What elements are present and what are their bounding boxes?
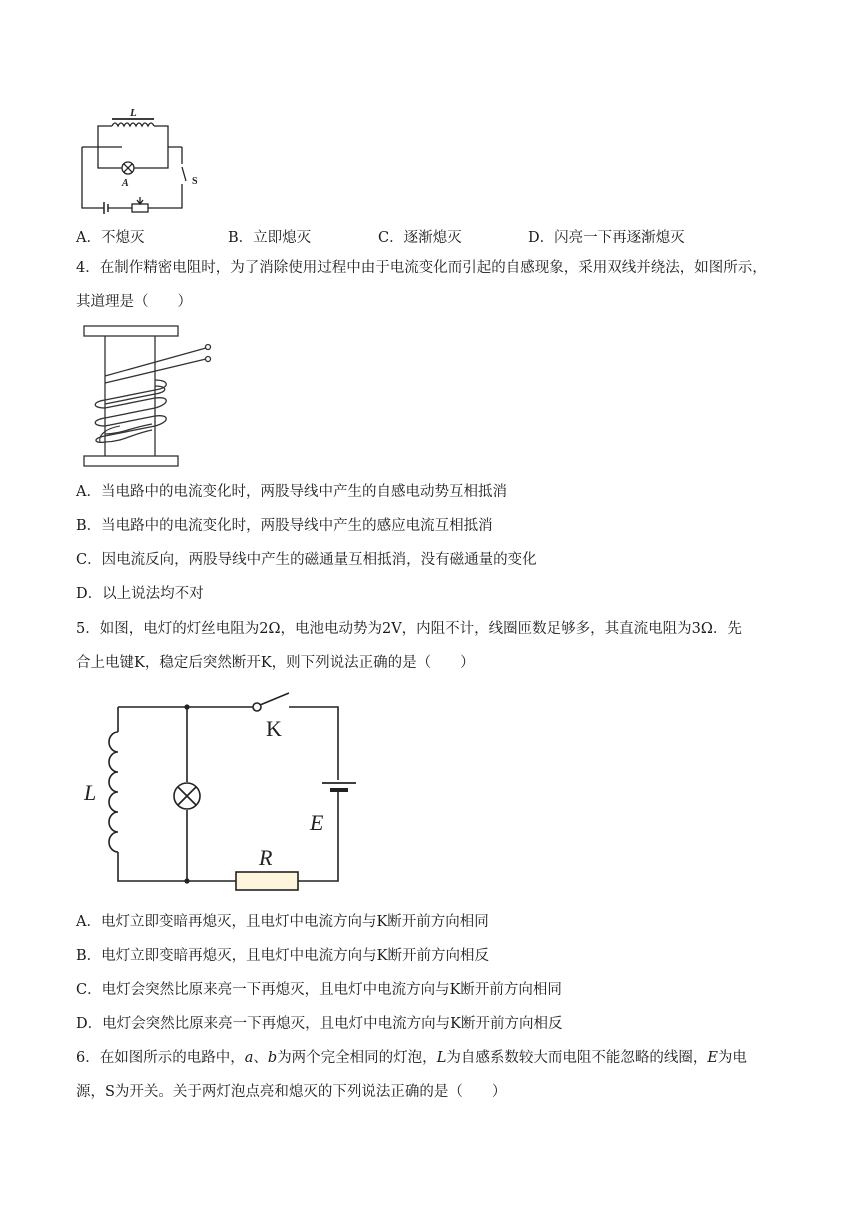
q5-switch-label: K [266,716,282,741]
q5-resistor-label: R [259,845,273,870]
q3-option-d[interactable]: D．闪亮一下再逐渐熄灭 [528,230,685,246]
q4-option-d[interactable]: D．以上说法均不对 [76,586,204,602]
q6-stem-line1 [76,1048,747,1068]
q5-option-a[interactable]: A．电灯立即变暗再熄灭，且电灯中电流方向与K断开前方向相同 [76,914,489,930]
q5-resistor-icon [236,872,298,890]
q6-stem-line2: 源，S为开关。关于两灯泡点亮和熄灭的下列说法正确的是（ ） [76,1084,507,1100]
q6-stem-part4: 为自感系数较大而电阻不能忽略的线圈， [446,1050,708,1066]
q4-stem-line1: 4．在制作精密电阻时，为了消除使用过程中由于电流变化而引起的自感现象，采用双线并绕法，如图所示， [76,260,767,276]
q5-option-d[interactable]: D．电灯会突然比原来亮一下再熄灭，且电灯中电流方向与K断开前方向相反 [76,1016,563,1032]
q6-var-b: b [267,1050,278,1066]
q5-switch-icon [260,693,289,705]
q6-stem-part5: 为电 [717,1050,747,1066]
q4-option-b[interactable]: B．当电路中的电流变化时，两股导线中产生的感应电流互相抵消 [76,518,493,534]
q3-battery-icon [104,202,108,214]
q6-stem-part3: 为两个完全相同的灯泡， [277,1050,437,1066]
q5-inductor-coil [109,732,118,852]
q3-option-b[interactable]: B．立即熄灭 [228,230,312,246]
q5-option-b[interactable]: B．电灯立即变暗再熄灭，且电灯中电流方向与K断开前方向相反 [76,948,489,964]
q3-inductor-label: L [130,107,137,119]
q3-circuit-figure [74,104,198,214]
q5-inductor-label: L [84,780,97,805]
q3-switch-label: S [192,176,198,187]
q6-stem-part2: 、 [253,1050,268,1066]
q3-option-a[interactable]: A．不熄灭 [76,230,145,246]
q4-option-c[interactable]: C．因电流反向，两股导线中产生的磁通量互相抵消，没有磁通量的变化 [76,552,537,568]
q3-option-c[interactable]: C．逐渐熄灭 [378,230,462,246]
q3-inductor-coil [112,123,154,126]
q6-stem-part1: 6．在如图所示的电路中， [76,1050,245,1066]
q5-circuit-figure [78,690,368,890]
q3-switch-icon [182,167,186,181]
q5-stem-line2: 合上电键K，稳定后突然断开K，则下列说法正确的是（ ） [76,655,475,671]
q4-bifilar-coil-figure [80,322,220,472]
q6-var-e: E [707,1050,718,1066]
q5-option-c[interactable]: C．电灯会突然比原来亮一下再熄灭，且电灯中电流方向与K断开前方向相同 [76,982,562,998]
q4-option-a[interactable]: A．当电路中的电流变化时，两股导线中产生的自感电动势互相抵消 [76,484,507,500]
q5-battery-label: E [310,810,324,835]
q5-switch-pivot [253,703,261,711]
q4-stem-line2: 其道理是（ ） [76,294,192,310]
q3-rheostat-icon [132,204,148,212]
q6-var-a: a [244,1050,254,1066]
q6-var-l: L [436,1050,447,1066]
q5-stem-line1: 5．如图，电灯的灯丝电阻为2Ω，电池电动势为2V，内阻不计，线圈匝数足够多，其直流电阻为3Ω．先 [76,621,742,637]
q3-lamp-label: A [122,178,129,189]
